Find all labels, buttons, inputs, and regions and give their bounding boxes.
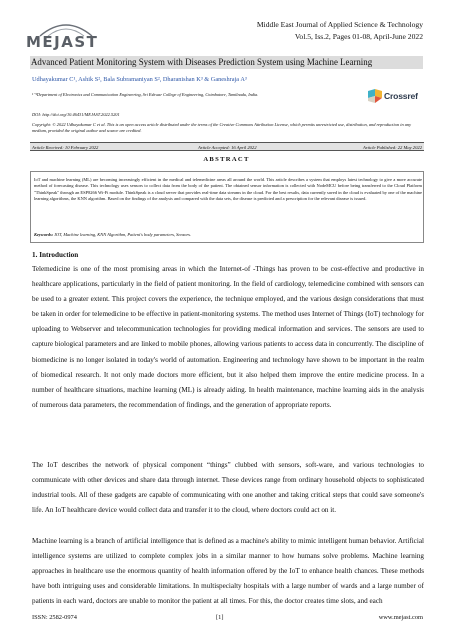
abstract-heading: ABSTRACT [203, 156, 250, 163]
intro-paragraph-2: The IoT describes the network of physical component “things” clubbed with sensors, soft-ware, and various technologies to communicate with other devices and share data through internet. These devices range from ordinary household objects to sophisticated industrial tools. All of these gadgets are capable of communicating with one another and taking critical steps that could save someone's life. An IoT healthcare device would collect data and transfer it to the cloud, where doctors could act on it. [32, 461, 424, 515]
crossref-label: Crossref [384, 91, 418, 101]
abstract-box [30, 171, 424, 243]
footer-website-link[interactable]: www.mejast.com [378, 614, 423, 621]
intro-paragraph-3: Machine learning is a branch of artificial intelligence that is defined as a machine's ability to mimic intelligent human behavior. Artificial intelligence systems are utilized to complete complex jobs in a similar manner to how humans solve problems. Machine learning approaches in healthcare use the enormous quantity of health information offered by the IoT to enhance health chances. These methods have both intriguing uses and considerable limitations. In multispecialty hospitals with a large number of wards and a large number of patients in each ward, doctors are unable to monitor the patient at all times. For this, the doctor creates time slots, and each [32, 537, 424, 606]
journal-logo [26, 18, 106, 52]
abstract-text: IoT and machine learning (ML) are becoming increasingly efficient in the medical and telemedicine areas all around the world. This article describes a system that employs latest technology to give a more accurate method of forecasting disease. This technology uses sensors to collect data from the body of the patient. The obtained sensor information is collected with NodeMCU before being transferred to the Cloud Platform "ThinkSpeak" through an ESP8266 Wi-Fi module. ThinkSpeak is a cloud server that provides real-time data streams in the cloud. For the best results, data currently saved in the cloud is evaluated by one of the machine learning algorithms, the KNN algorithm. Based on the findings of the analysis and compared with the data sets, the disease is predicted and a prescription for the relevant disease is issued. [34, 177, 422, 202]
article-dates [30, 142, 424, 151]
copyright-notice: Copyright: © 2022 Udhayakumar C et al. This is an open access article distributed under the terms of the Creative Commons Attribution License, which permits unrestricted use, distribution, and reproduction in any medium, provided the original author and source are credited. [32, 122, 412, 133]
doi-link[interactable]: DOI: http://doi.org/10.46431/MEJAST.2022.5201 [32, 112, 120, 117]
keywords [34, 232, 191, 237]
author-list[interactable]: Udhayakumar C¹, Ashik S², Bala Subramaniyan S², Dharanishan K³ & Ganeshraja A³ [32, 76, 247, 83]
keywords-list: IOT, Machine learning, KNN Algorithm, Patient's body parameters, Sensors. [53, 232, 192, 237]
logo-text: MEJAST [26, 33, 99, 51]
journal-name: Middle East Journal of Applied Science & Technology [256, 20, 423, 29]
footer-issn: ISSN: 2582-0974 [32, 614, 77, 621]
crossref-badge[interactable] [367, 89, 427, 105]
affiliation: ¹⁻³Department of Electronics and Communication Engineering, Sri Eshwar College of Engineering, Coimbatore, Tamilnadu, India. [32, 92, 259, 97]
journal-header [257, 19, 423, 43]
volume-info: Vol.5, Iss.2, Pages 01-08, April-June 2022 [294, 32, 423, 41]
paper-title: Advanced Patient Monitoring System with Diseases Prediction System using Machine Learning [30, 56, 423, 69]
intro-paragraph-1: Telemedicine is one of the most promising areas in which the Internet-of -Things has proven to be cost-effective and productive in healthcare applications, particularly in the field of patient monitoring. In the field of cardiology, telemedicine combined with sensors can be used to a greater extent. This project covers the experience, the technique employed, and the various design considerations that must be taken in order for telemedicine to be effective in patient-monitoring systems. The method uses Internet of Things (IoT) technology for uploading to Webserver and telecommunication technologies for providing medical information and services. The sensors are used to capture biological parameters and are linked to mobile phones, allowing various patients to access data in concurrently. The discipline of biomedicine is no longer isolated in today's world of automation. Engineering and technology have shown to be important in the realm of biomedical research. It not only made doctors more efficient, but it also helped them improve the entire medicine process. In a number of healthcare situations, machine learning (ML) is already aiding. In health maintenance, machine learning aids in the analysis of numerous data parameters, the recommendation of findings, and the generation of appropriate reports. [32, 265, 424, 409]
date-published: Article Published: 22 May 2022 [363, 144, 422, 150]
date-accepted: Article Accepted: 16 April 2022 [198, 144, 257, 150]
date-received: Article Received: 10 February 2022 [32, 144, 99, 150]
footer-page-number: [1] [216, 614, 224, 621]
crossref-icon [367, 89, 383, 104]
section-heading-introduction: 1. Introduction [32, 251, 79, 259]
keywords-label: Keywords: [34, 232, 54, 237]
